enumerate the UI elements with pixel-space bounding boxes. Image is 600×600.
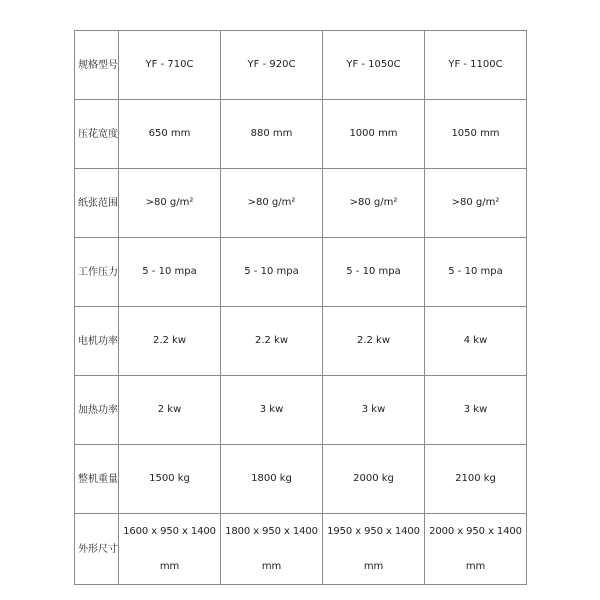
table-cell: 1800 x 950 x 1400 mm [221, 514, 323, 585]
table-cell: 3 kw [425, 376, 527, 445]
table-cell: >80 g/m² [425, 169, 527, 238]
table-cell: 650 mm [119, 100, 221, 169]
table-row-width [75, 100, 527, 169]
row-label: 外形尺寸 [75, 514, 119, 585]
table-cell: 2.2 kw [119, 307, 221, 376]
table-cell: >80 g/m² [119, 169, 221, 238]
row-label: 工作压力 [75, 238, 119, 307]
table-cell: 1500 kg [119, 445, 221, 514]
table-row-paper [75, 169, 527, 238]
table-cell: 5 - 10 mpa [221, 238, 323, 307]
table-cell: 2.2 kw [323, 307, 425, 376]
table-cell: 2 kw [119, 376, 221, 445]
table-row-motor-power [75, 307, 527, 376]
table-cell: YF - 1100C [425, 31, 527, 100]
table-cell: 3 kw [221, 376, 323, 445]
table-cell: 1050 mm [425, 100, 527, 169]
table-cell: >80 g/m² [221, 169, 323, 238]
table-row-pressure [75, 238, 527, 307]
table-cell: 4 kw [425, 307, 527, 376]
table-cell: 1600 x 950 x 1400 mm [119, 514, 221, 585]
table-row-heating-power [75, 376, 527, 445]
table-cell: YF - 710C [119, 31, 221, 100]
table-row-model [75, 31, 527, 100]
table-row-dimensions [75, 514, 527, 585]
table-cell: 3 kw [323, 376, 425, 445]
table-cell: 5 - 10 mpa [425, 238, 527, 307]
spec-table [74, 30, 527, 585]
table-cell: 2100 kg [425, 445, 527, 514]
table-cell: >80 g/m² [323, 169, 425, 238]
table-cell: YF - 920C [221, 31, 323, 100]
row-label: 电机功率 [75, 307, 119, 376]
table-cell: YF - 1050C [323, 31, 425, 100]
table-cell: 1000 mm [323, 100, 425, 169]
table-cell: 2.2 kw [221, 307, 323, 376]
row-label: 纸张范围 [75, 169, 119, 238]
row-label: 压花宽度 [75, 100, 119, 169]
table-cell: 1950 x 950 x 1400 mm [323, 514, 425, 585]
spec-table-body [75, 31, 527, 585]
row-label: 整机重量 [75, 445, 119, 514]
table-cell: 880 mm [221, 100, 323, 169]
row-label: 加热功率 [75, 376, 119, 445]
table-row-weight [75, 445, 527, 514]
table-cell: 1800 kg [221, 445, 323, 514]
row-label: 规格型号 [75, 31, 119, 100]
table-cell: 2000 kg [323, 445, 425, 514]
table-cell: 2000 x 950 x 1400 mm [425, 514, 527, 585]
table-cell: 5 - 10 mpa [119, 238, 221, 307]
table-cell: 5 - 10 mpa [323, 238, 425, 307]
